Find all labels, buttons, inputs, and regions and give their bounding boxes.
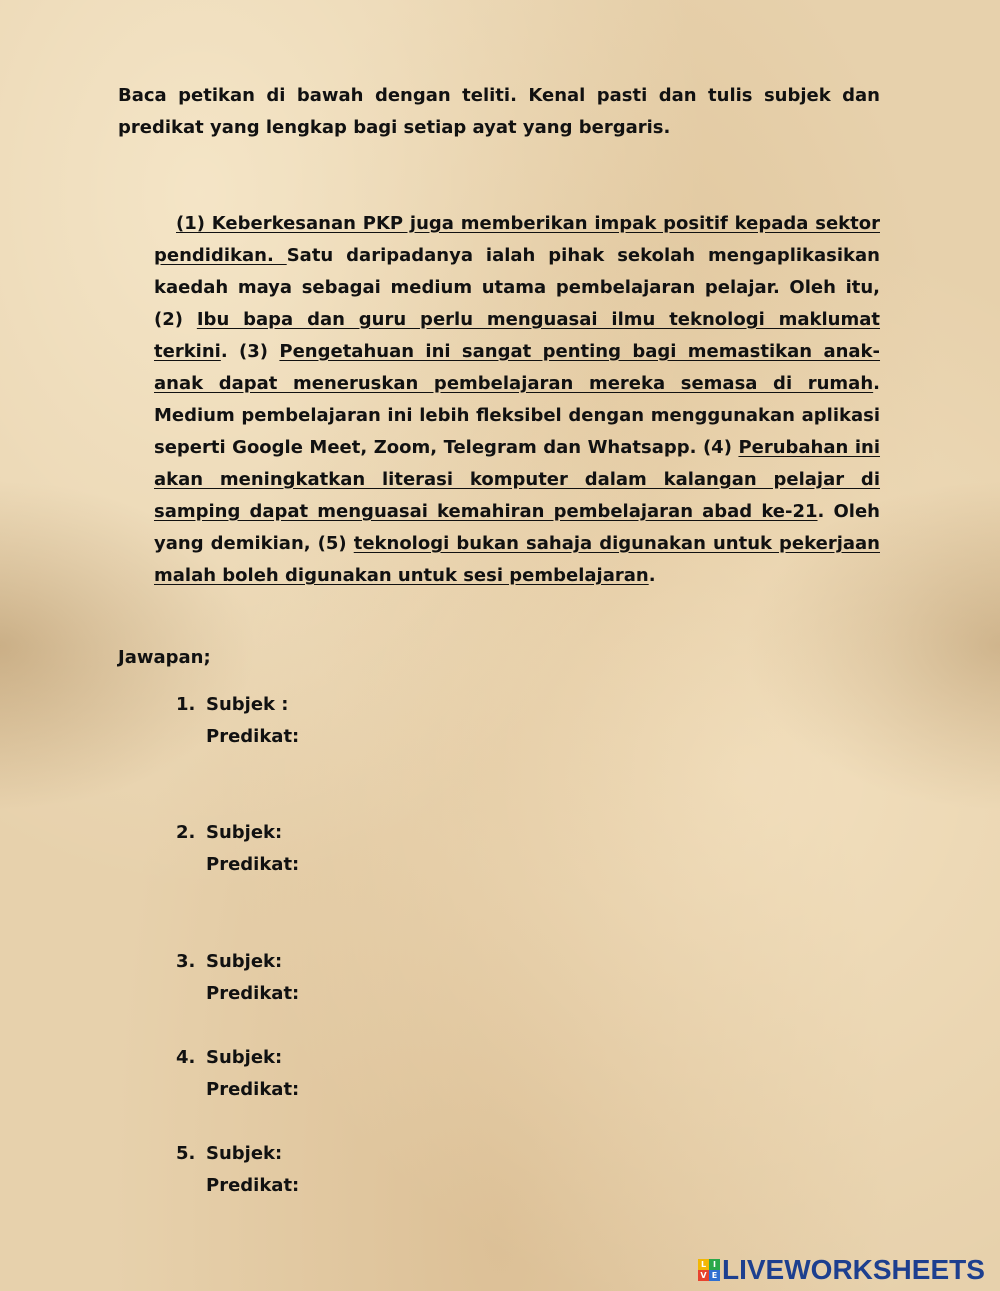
answer-number: 4.: [176, 1047, 196, 1068]
underlined-sentence-4: Perubahan ini akan meningkatkan literasi komputer dalam kalangan pelajar di samping dapat menguasai kemahiran pembelajaran abad ke-21: [154, 437, 880, 522]
logo-mark-icon: [698, 1259, 720, 1281]
predikat-field[interactable]: Predikat:: [206, 1079, 300, 1100]
passage-text-3: . Medium pembelajaran ini lebih fleksibel dengan menggunakan aplikasi seperti Google Meet, Zoom, Telegram dan Whatsapp. (4): [154, 373, 880, 458]
predikat-field[interactable]: Predikat:: [206, 983, 300, 1004]
passage-text-2: . (3): [220, 341, 280, 362]
subjek-field[interactable]: Subjek:: [206, 1047, 283, 1068]
passage-text-1: Satu daripadanya ialah pihak sekolah mengaplikasikan kaedah maya sebagai medium utama pembelajaran pelajar. Oleh itu, (2): [154, 245, 880, 330]
passage-text-5: .: [648, 565, 656, 586]
logo-mark-v: V: [698, 1270, 709, 1281]
predikat-field[interactable]: Predikat:: [206, 1175, 300, 1196]
answer-number: 1.: [176, 694, 196, 715]
answer-item-4: [176, 1042, 299, 1106]
subjek-field[interactable]: Subjek:: [206, 1143, 283, 1164]
underlined-sentence-3: Pengetahuan ini sangat penting bagi memastikan anak-anak dapat meneruskan pembelajaran mereka semasa di rumah: [154, 341, 881, 394]
predikat-field[interactable]: Predikat:: [206, 854, 300, 875]
underlined-sentence-1: Keberkesanan PKP juga memberikan impak positif kepada sektor pendidikan.: [154, 213, 880, 266]
subjek-field[interactable]: Subjek:: [206, 951, 283, 972]
logo-mark-e: E: [709, 1270, 720, 1281]
predikat-field[interactable]: Predikat:: [206, 726, 300, 747]
answer-item-1: [176, 689, 299, 753]
logo-mark-i: I: [709, 1259, 720, 1270]
answers-heading: Jawapan;: [118, 647, 211, 668]
sentence-1-marker: (1): [176, 213, 205, 234]
answer-number: 5.: [176, 1143, 196, 1164]
passage: [154, 208, 880, 592]
answer-number: 3.: [176, 951, 196, 972]
answer-item-2: [176, 817, 299, 881]
subjek-field[interactable]: Subjek :: [206, 694, 289, 715]
answer-item-3: [176, 946, 299, 1010]
instructions: Baca petikan di bawah dengan teliti. Kenal pasti dan tulis subjek dan predikat yang lengkap bagi setiap ayat yang bergaris.: [118, 85, 880, 138]
liveworksheets-logo: [698, 1254, 985, 1286]
logo-text: LIVEWORKSHEETS: [722, 1254, 985, 1285]
subjek-field[interactable]: Subjek:: [206, 822, 283, 843]
passage-text-4: . Oleh yang demikian, (5): [154, 501, 880, 554]
logo-mark-l: L: [698, 1259, 709, 1270]
underlined-sentence-5: teknologi bukan sahaja digunakan untuk pekerjaan malah boleh digunakan untuk sesi pembelajaran: [154, 533, 880, 586]
underlined-sentence-2: Ibu bapa dan guru perlu menguasai ilmu teknologi maklumat terkini: [154, 309, 880, 362]
answer-item-5: [176, 1138, 299, 1202]
answer-number: 2.: [176, 822, 196, 843]
